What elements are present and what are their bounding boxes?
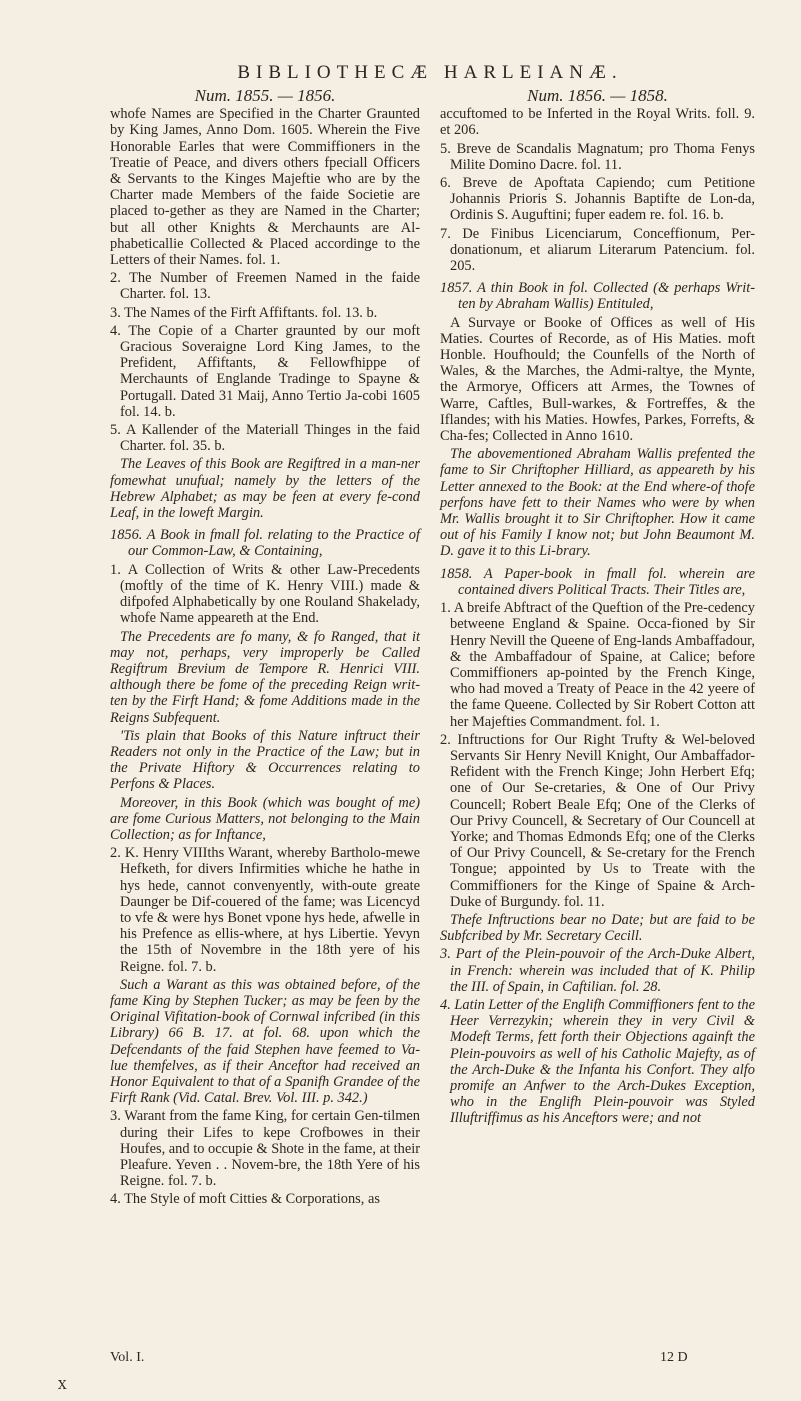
volume-signature: Vol. I.	[110, 1350, 145, 1365]
note-1856-warant: Such a Warant as this was obtained before, of the fame King by Stephen Tucker; as may be feen by the Original Vifitation-book of Cornwal infcribed (in this Library) 66 B. 17. at fol. 68. upon which the Defcendants of the faid Stephen have feemed to Va-lue themfelves, as if their Anceftor had received an Honor Equivalent to that of a Spanifh Grandee of the Firft Rank (Vid. Catal. Brev. Vol. III. p. 342.)	[110, 976, 420, 1107]
running-head: BIBLIOTHECÆ HARLEIANÆ.	[237, 62, 623, 83]
right-column	[440, 88, 755, 1129]
note-1856-books: 'Tis plain that Books of this Nature inftruct their Readers not only in the Practice of the Law; but in the Private Hiftory & Occurrences relating to Perfons & Places.	[110, 727, 420, 793]
item-1856-7: 7. De Finibus Licenciarum, Conceffionum, Per-donationum, et aliarum Literarum Patencium. fol. 205.	[440, 225, 755, 275]
item-1855-5: 5. A Kallender of the Materiall Thinges in the faid Charter. fol. 35. b.	[110, 422, 420, 455]
item-1856-2: 2. K. Henry VIIIths Warant, whereby Bartholo-mewe Hefketh, for divers Infirmities whiche he hathe in hys hede, cannot convenyently, with-oute greate Daunger be Dif-couered of the fame; was Licencyd to vfe & were hys Bonet vpone hys hede, afwelle in his Prefence as ellis-where, at hys Libertie. Yevyn the 15th of Novembre in the 18th yere of his Reigne. fol. 7. b.	[110, 845, 420, 975]
item-1856-3: 3. Warant from the fame King, for certain Gen-tilmen during their Lifes to kepe Crofbowes in their Houfes, and to occupie & Shote in the fame, at their Pleafure. Yeven . . Novem-bre, the 18th Yere of his Reigne. fol. 7. b.	[110, 1108, 420, 1190]
entry-1857-title: A Survaye or Booke of Offices as well of His Maties. Courtes of Recorde, as of His Maties. moft Honble. Houfhould; the Counfells of the North of Wales, & the Marches, the Admi-raltye, the Mynte, the Armorye, Officers att Armes, the Townes of Warre, Caftles, Bull-warkes, & Fortreffes, & the Iflandes; with his Maties. Howfes, Parkes, Forrefts, & Cha-fes; Collected in Anno 1610.	[440, 314, 755, 445]
note-1856-precedents: The Precedents are fo many, & fo Ranged, that it may not, perhaps, very improperly be Called Regiftrum Brevium de Tempore R. Henrici VIII. although there be fome of the preceding Reign writ-ten by the Firft Hand; & fome Additions made in the Reigns Subfequent.	[110, 628, 420, 726]
note-1857: The abovementioned Abraham Wallis prefented the fame to Sir Chriftopher Hilliard, as appeareth by his Letter annexed to the Book: at the End where-of thofe perfons have fett to their Names who were by when Mr. Wallis brought it to Sir Chriftopher. How it came out of his Family I know not; but John Beaumont M. D. gave it to this Li-brary.	[440, 446, 755, 560]
entry-1857: 1857. A thin Book in fol. Collected (& perhaps Writ-ten by Abraham Wallis) Entituled,	[440, 280, 755, 313]
right-number-heading: Num. 1856. — 1858.	[527, 86, 668, 105]
entry-1858: 1858. A Paper-book in fmall fol. wherein are contained divers Political Tracts. Their Titles are,	[440, 565, 755, 598]
left-column	[110, 88, 420, 1210]
item-1855-3: 3. The Names of the Firft Affiftants. fol. 13. b.	[110, 304, 378, 321]
gathering-signature: 12 D	[660, 1350, 688, 1365]
item-1856-5: 5. Breve de Scandalis Magnatum; pro Thoma Fenys Milite Domino Dacre. fol. 11.	[440, 140, 755, 173]
margin-mark: X	[58, 1378, 67, 1392]
note-1858-instructions: Thefe Inftructions bear no Date; but are faid to be Subfcribed by Mr. Secretary Cecill.	[440, 911, 755, 945]
entry-1855-continuation: whofe Names are Specified in the Charter Graunted by King James, Anno Dom. 1605. Wherein the Five Honorable Earles that were Commiffioners in the Treatie of Peace, and divers others fpeciall Officers & Servants to the Kinges Majeftie who are by the Charter made Members of the faide Societie are placed to-gether as they are Named in the Charter; but all other Knights & Merchaunts are Al-phabeticallie Collected & Placed accordinge to the Letters of their Names. fol. 1.	[110, 106, 420, 269]
item-1855-4: 4. The Copie of a Charter graunted by our moft Gracious Soveraigne Lord King James, to the Prefident, Affiftants, & Fellowfhippe of Merchaunts of Englande Tradinge to Spayne & Portugall. Dated 31 Maij, Anno Tertio Ja-cobi 1605 fol. 14. b.	[110, 322, 420, 420]
item-1855-2: 2. The Number of Freemen Named in the faide Charter. fol. 13.	[110, 270, 420, 303]
item-1858-2: 2. Inftructions for Our Right Trufty & Wel-beloved Servants Sir Henry Nevill Knight, Our Ambaffador-Refident with the French Kinge; John Herbert Efq; one of Our Se-cretaries, & One of Our Privy Councell; Robert Beale Efq; One of the Clerks of Our Privy Councell, & Secretary of Our Councell at Yorke; and Thomas Edmonds Efq; one of the Clerks of Our Privy Councell, & Se-cretary for the French Tongue; appointed by Us to Treate with the Commiffioners for the Kinge of Spaine & Arch-Duke of Burgundy. fol. 11.	[440, 731, 755, 910]
item-1856-4: 4. The Style of moft Citties & Corporations, as	[110, 1191, 380, 1208]
item-1856-1: 1. A Collection of Writs & other Law-Precedents (moftly of the time of K. Henry VIII.) made & difpofed Alphabetically by one Rouland Shakelady, whofe Name appeareth at the End.	[110, 561, 420, 627]
entry-1856: 1856. A Book in fmall fol. relating to the Practice of our Common-Law, & Containing,	[110, 527, 420, 560]
left-number-heading: Num. 1855. — 1856.	[194, 86, 336, 105]
note-1856-moreover: Moreover, in this Book (which was bought of me) are fome Curious Matters, not belonging to the Main Collection; as for Inftance,	[110, 794, 420, 843]
item-1858-3: 3. Part of the Plein-pouvoir of the Arch-Duke Albert, in French: wherein was included that of K. Philip the III. of Spain, in Caftilian. fol. 28.	[440, 946, 755, 995]
note-1855: The Leaves of this Book are Regiftred in a man-ner fomewhat unufual; namely by the letters of the Hebrew Alphabet; as may be feen at every fe-cond Leaf, in the loweft Margin.	[110, 456, 420, 522]
item-1858-1: 1. A breife Abftract of the Queftion of the Pre-cedency betweene England & Spaine. Occa-fioned by Sir Henry Nevill the Queene of Eng-lands Ambaffadour, & the Ambaffadour of Spaine, at Calice; before Commiffioners ap-pointed by the French Kinge, who had moved a Treaty of Peace in the 42 yeere of the fame Queene. Collected by Sir Robert Cotton att her Majefties Commandment. fol. 1.	[440, 600, 755, 730]
item-1856-4-continued: accuftomed to be Inferted in the Royal Writs. foll. 9. et 206.	[440, 106, 755, 139]
item-1856-6: 6. Breve de Apoftata Capiendo; cum Petitione Johannis Prioris S. Johannis Baptifte de Lon-da, Ordinis S. Auguftini; fuper eadem re. fol. 16. b.	[440, 175, 755, 224]
item-1858-4: 4. Latin Letter of the Englifh Commiffioners fent to the Heer Verrezykin; wherein they in very Civil & Modeft Terms, fett forth their Objections againft the Plein-pouvoirs as well of his Catholic Majefty, as of the Arch-Duke & the Infanta his Confort. They alfo promife an Anfwer to the Arch-Dukes Exception, who in the Englifh Plein-pouvoir was Styled Illuftriffimus as his Anceftors were; and not	[440, 996, 755, 1127]
